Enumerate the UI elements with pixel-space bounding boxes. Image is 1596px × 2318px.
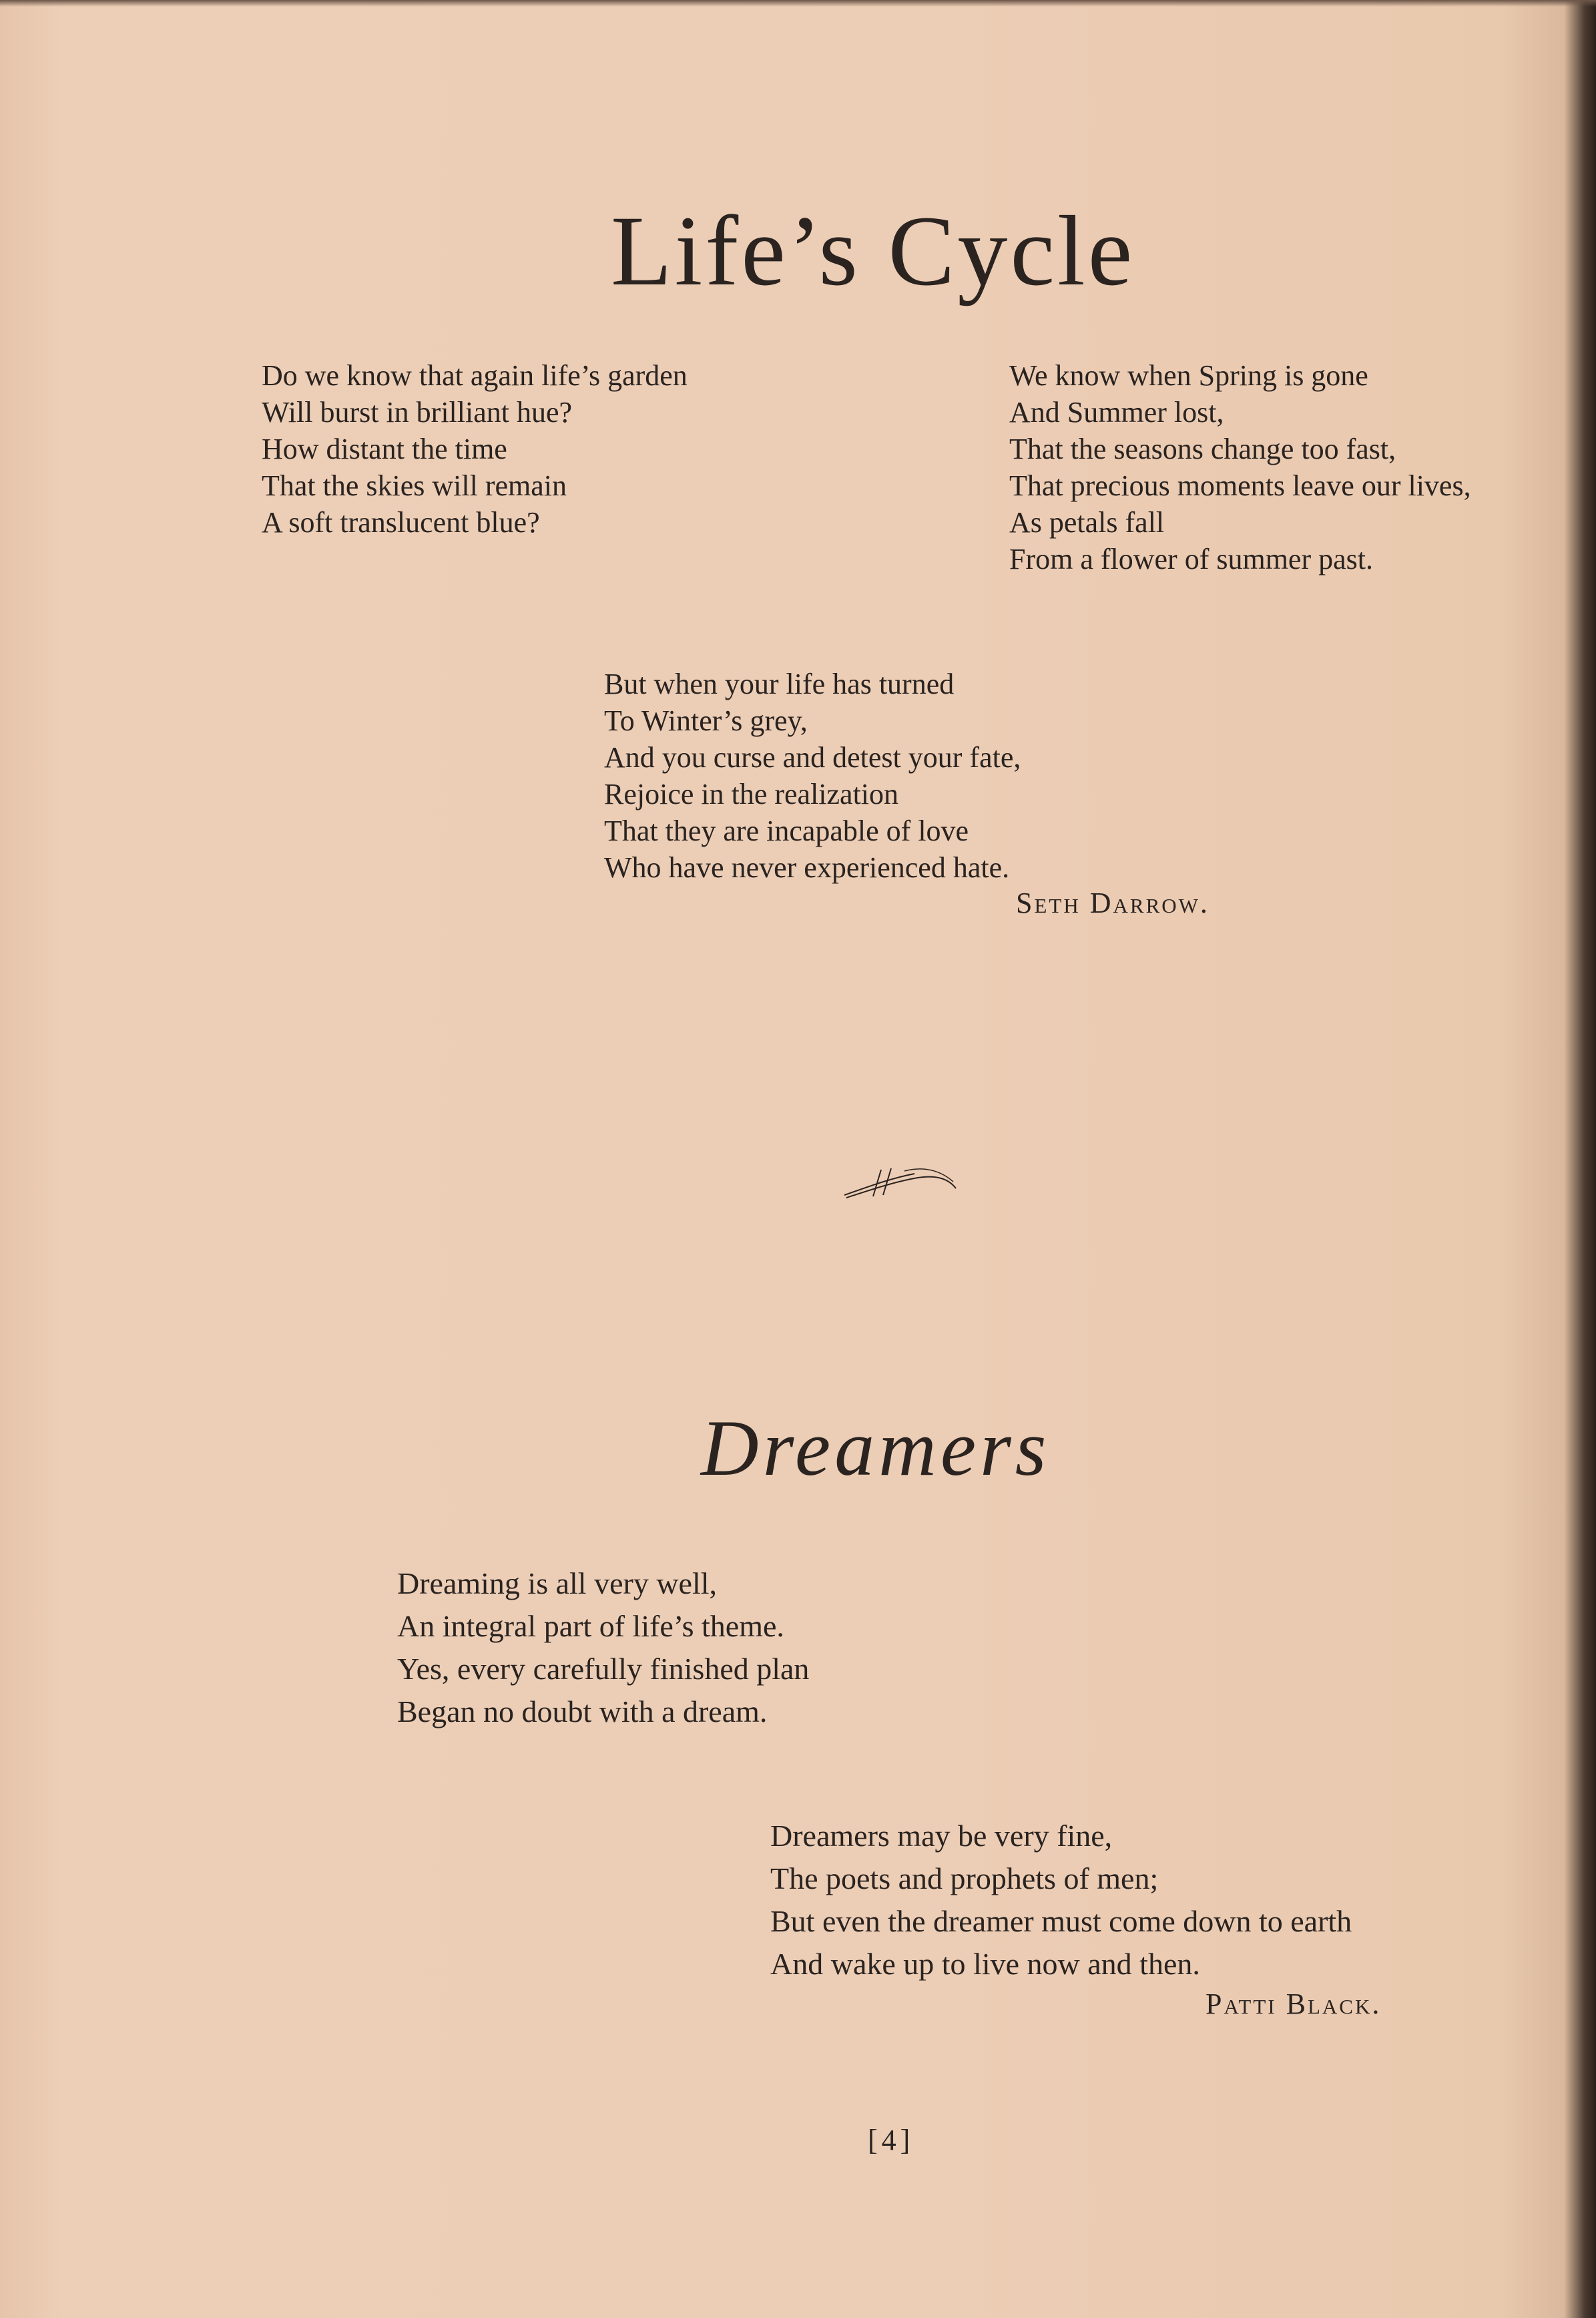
poem-line: From a flower of summer past. bbox=[1009, 543, 1373, 575]
poem-line: Rejoice in the realization bbox=[604, 778, 899, 810]
poem-line: We know when Spring is gone bbox=[1009, 359, 1368, 392]
page-number: [4] bbox=[868, 2124, 914, 2156]
poem-line: That the skies will remain bbox=[262, 469, 567, 502]
poem-title-dreamers: Dreamers bbox=[701, 1403, 1051, 1492]
poem-line: That they are incapable of love bbox=[604, 815, 969, 847]
poem-line: How distant the time bbox=[262, 433, 507, 465]
poem-lifes-cycle-stanza-2 bbox=[1009, 357, 1471, 577]
poem-lifes-cycle-stanza-1 bbox=[262, 357, 688, 541]
poem-author-dreamers: Patti Black. bbox=[1206, 1988, 1382, 2020]
poem-line: An integral part of life’s theme. bbox=[397, 1609, 784, 1643]
poem-line: That the seasons change too fast, bbox=[1009, 433, 1396, 465]
poem-line: A soft translucent blue? bbox=[262, 506, 540, 539]
poem-line: Do we know that again life’s garden bbox=[262, 359, 688, 392]
pen-flourish-icon bbox=[841, 1162, 961, 1202]
poem-title-lifes-cycle: Life’s Cycle bbox=[611, 196, 1135, 306]
poem-line: Dreamers may be very fine, bbox=[770, 1819, 1113, 1853]
poem-line: That precious moments leave our lives, bbox=[1009, 469, 1471, 502]
poem-line: Began no doubt with a dream. bbox=[397, 1694, 768, 1728]
page-top-edge bbox=[0, 0, 1596, 7]
poem-line: Will burst in brilliant hue? bbox=[262, 396, 573, 429]
poem-dreamers-stanza-1 bbox=[397, 1562, 809, 1733]
poem-line: Yes, every carefully finished plan bbox=[397, 1652, 810, 1686]
poem-author-lifes-cycle: Seth Darrow. bbox=[1016, 887, 1210, 919]
poem-line: But even the dreamer must come down to earth bbox=[770, 1904, 1352, 1938]
poem-line: To Winter’s grey, bbox=[604, 704, 808, 737]
poem-line: And Summer lost, bbox=[1009, 396, 1224, 429]
poem-lifes-cycle-stanza-3 bbox=[604, 666, 1021, 886]
poem-line: And wake up to live now and then. bbox=[770, 1947, 1200, 1981]
poem-line: The poets and prophets of men; bbox=[770, 1861, 1159, 1895]
poem-line: But when your life has turned bbox=[604, 668, 955, 700]
poem-line: And you curse and detest your fate, bbox=[604, 741, 1021, 774]
poem-dreamers-stanza-2 bbox=[770, 1815, 1352, 1986]
poem-line: Who have never experienced hate. bbox=[604, 851, 1010, 884]
poem-line: Dreaming is all very well, bbox=[397, 1566, 718, 1600]
poem-line: As petals fall bbox=[1009, 506, 1165, 539]
